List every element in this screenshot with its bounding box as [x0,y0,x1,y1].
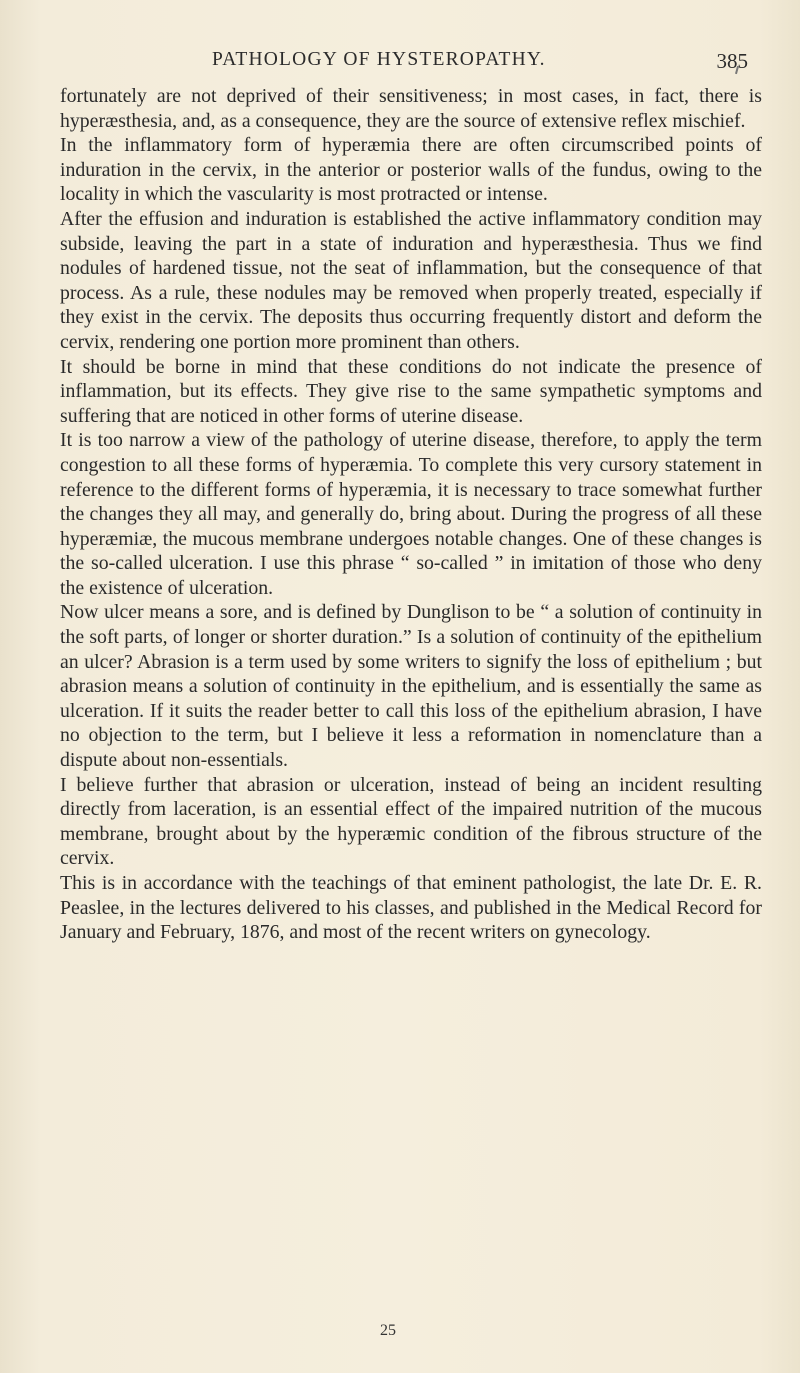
paragraph: It should be borne in mind that these conditions do not indicate the presence of inflammation, but its effects. They give rise to the same sympathetic symptoms and suffering that are noticed in other forms of uterine disease. [60,355,762,427]
paragraph: I believe further that abrasion or ulceration, instead of being an incident resulting directly from laceration, is an essential effect of the impaired nutrition of the mucous membrane, brought about by the hyperæmic condition of the fibrous structure of the cervix. [60,773,762,870]
paragraph: fortunately are not deprived of their sensitiveness; in most cases, in fact, there is hyperæsthesia, and, as a consequence, they are the source of extensive reflex mischief. [60,85,762,132]
paragraph: Now ulcer means a sore, and is defined by Dunglison to be “ a solution of continuity in the soft parts, of longer or shorter duration.” Is a solution of continuity of the epithelium an ulcer? Abrasion is a term used by some writers to signify the loss of epithelium ; but abrasion means a solution of continuity in the epithelium, and is essentially the same as ulceration. If it suits the reader better to call this loss of the epithelium abrasion, I have no objection to the term, but I believe it less a reformation in nomenclature than a dispute about non-essentials. [60,601,762,772]
signature-mark: 25 [380,1322,396,1339]
paragraph: It is too narrow a view of the pathology of uterine disease, therefore, to apply the term congestion to all these forms of hyperæmia. To complete this very cursory statement in reference to the different forms of hyperæmia, it is necessary to trace somewhat further the changes they all may, and generally do, bring about. During the progress of all these hyperæmiæ, the mucous membrane undergoes notable changes. One of these changes is the so-called ulceration. I use this phrase “ so-called ” in imitation of those who deny the existence of ulceration. [60,429,762,599]
paragraph: After the effusion and induration is established the active inflammatory condition may subside, leaving the part in a state of induration and hyperæsthesia. Thus we find nodules of hardened tissue, not the seat of inflammation, but the consequence of that process. As a rule, these nodules may be removed when properly treated, especially if they exist in the cervix. The deposits thus occurring frequently distort and deform the cervix, rendering one portion more prominent than others. [60,207,762,353]
paragraph: In the inflammatory form of hyperæmia there are often circumscribed points of induration in the cervix, in the anterior or posterior walls of the fundus, owing to the locality in which the vascularity is most protracted or intense. [60,134,762,206]
page-header [0,49,800,79]
paragraph: This is in accordance with the teachings of that eminent pathologist, the late Dr. E. R. Peaslee, in the lectures delivered to his classes, and published in the Medical Record for January and February, 1876, and most of the recent writers on gynecology. [60,872,762,944]
body-text [60,84,762,945]
page-number: 385 [716,49,748,73]
running-head: PATHOLOGY OF HYSTEROPATHY. [212,49,546,70]
